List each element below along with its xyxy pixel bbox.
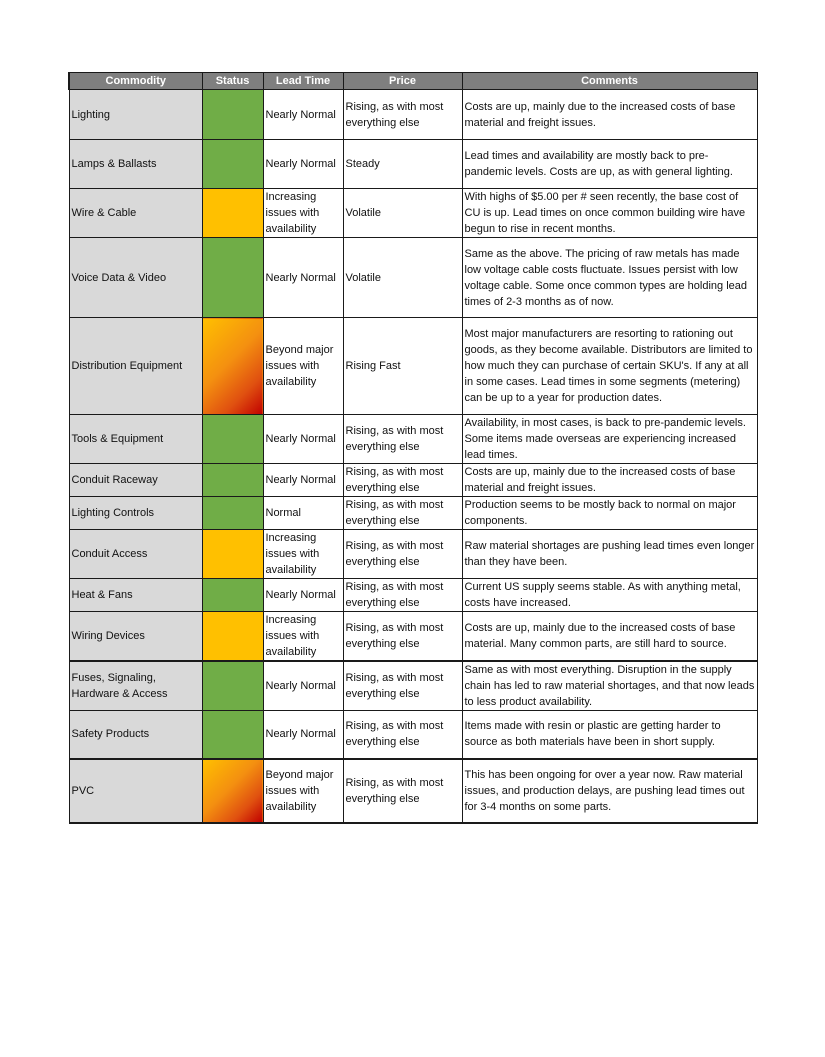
status-indicator bbox=[202, 530, 263, 579]
comments-cell: Same as with most everything. Disruption in the supply chain has led to raw material shortages, and that now leads to less product availability. bbox=[462, 661, 757, 711]
table-row bbox=[69, 238, 757, 318]
table-row bbox=[69, 415, 757, 464]
comments-cell: Costs are up, mainly due to the increased costs of base material and freight issues. bbox=[462, 464, 757, 497]
table-row bbox=[69, 90, 757, 140]
status-indicator bbox=[202, 759, 263, 823]
table-row bbox=[69, 464, 757, 497]
table-row bbox=[69, 612, 757, 662]
table-row bbox=[69, 579, 757, 612]
lead-time-cell: Normal bbox=[263, 497, 343, 530]
table-row bbox=[69, 497, 757, 530]
commodity-cell: Wire & Cable bbox=[69, 189, 202, 238]
lead-time-cell: Nearly Normal bbox=[263, 140, 343, 189]
lead-time-cell: Nearly Normal bbox=[263, 415, 343, 464]
status-indicator bbox=[202, 612, 263, 662]
price-cell: Rising, as with most everything else bbox=[343, 497, 462, 530]
comments-cell: Items made with resin or plastic are getting harder to source as both materials have been in short supply. bbox=[462, 711, 757, 759]
table-row bbox=[69, 318, 757, 415]
price-cell: Rising, as with most everything else bbox=[343, 711, 462, 759]
status-indicator bbox=[202, 415, 263, 464]
comments-cell: Most major manufacturers are resorting to rationing out goods, as they become available. Distributors are limited to how much they can purchase of certain SKU's. If any at all in some cases. Lead times in some segments (metering) can be up to a year for production dates. bbox=[462, 318, 757, 415]
header-commodity: Commodity bbox=[69, 73, 202, 90]
status-indicator bbox=[202, 90, 263, 140]
lead-time-cell: Nearly Normal bbox=[263, 90, 343, 140]
status-indicator bbox=[202, 711, 263, 759]
comments-cell: Costs are up, mainly due to the increased costs of base material and freight issues. bbox=[462, 90, 757, 140]
price-cell: Rising, as with most everything else bbox=[343, 661, 462, 711]
commodity-cell: Conduit Access bbox=[69, 530, 202, 579]
table-row bbox=[69, 711, 757, 759]
lead-time-cell: Nearly Normal bbox=[263, 711, 343, 759]
commodity-status-table bbox=[68, 72, 758, 824]
commodity-cell: Lighting Controls bbox=[69, 497, 202, 530]
lead-time-cell: Nearly Normal bbox=[263, 661, 343, 711]
commodity-cell: Lamps & Ballasts bbox=[69, 140, 202, 189]
status-indicator bbox=[202, 464, 263, 497]
price-cell: Rising, as with most everything else bbox=[343, 579, 462, 612]
table-row bbox=[69, 189, 757, 238]
commodity-cell: Tools & Equipment bbox=[69, 415, 202, 464]
status-indicator bbox=[202, 661, 263, 711]
price-cell: Rising, as with most everything else bbox=[343, 415, 462, 464]
comments-cell: Lead times and availability are mostly back to pre-pandemic levels. Costs are up, as with general lighting. bbox=[462, 140, 757, 189]
commodity-cell: Lighting bbox=[69, 90, 202, 140]
status-indicator bbox=[202, 579, 263, 612]
table-row bbox=[69, 661, 757, 711]
price-cell: Rising, as with most everything else bbox=[343, 612, 462, 662]
commodity-cell: Fuses, Signaling, Hardware & Access bbox=[69, 661, 202, 711]
status-indicator bbox=[202, 140, 263, 189]
status-indicator bbox=[202, 238, 263, 318]
commodity-cell: PVC bbox=[69, 759, 202, 823]
lead-time-cell: Beyond major issues with availability bbox=[263, 318, 343, 415]
comments-cell: Current US supply seems stable. As with anything metal, costs have increased. bbox=[462, 579, 757, 612]
price-cell: Rising Fast bbox=[343, 318, 462, 415]
price-cell: Rising, as with most everything else bbox=[343, 90, 462, 140]
comments-cell: Production seems to be mostly back to normal on major components. bbox=[462, 497, 757, 530]
header-price: Price bbox=[343, 73, 462, 90]
price-cell: Volatile bbox=[343, 189, 462, 238]
table-row bbox=[69, 759, 757, 823]
comments-cell: Availability, in most cases, is back to pre-pandemic levels. Some items made overseas are experiencing increased lead times. bbox=[462, 415, 757, 464]
commodity-cell: Voice Data & Video bbox=[69, 238, 202, 318]
price-cell: Rising, as with most everything else bbox=[343, 464, 462, 497]
commodity-cell: Heat & Fans bbox=[69, 579, 202, 612]
status-indicator bbox=[202, 189, 263, 238]
lead-time-cell: Increasing issues with availability bbox=[263, 612, 343, 662]
table-row bbox=[69, 140, 757, 189]
table-row bbox=[69, 530, 757, 579]
lead-time-cell: Increasing issues with availability bbox=[263, 530, 343, 579]
lead-time-cell: Nearly Normal bbox=[263, 464, 343, 497]
lead-time-cell: Beyond major issues with availability bbox=[263, 759, 343, 823]
table-header-row bbox=[69, 73, 757, 90]
comments-cell: Costs are up, mainly due to the increased costs of base material. Many common parts, are still hard to source. bbox=[462, 612, 757, 662]
header-comments: Comments bbox=[462, 73, 757, 90]
comments-cell: Raw material shortages are pushing lead times even longer than they have been. bbox=[462, 530, 757, 579]
price-cell: Rising, as with most everything else bbox=[343, 759, 462, 823]
status-indicator bbox=[202, 497, 263, 530]
header-status: Status bbox=[202, 73, 263, 90]
header-lead-time: Lead Time bbox=[263, 73, 343, 90]
commodity-cell: Safety Products bbox=[69, 711, 202, 759]
comments-cell: Same as the above. The pricing of raw metals has made low voltage cable costs fluctuate. Issues persist with low voltage cable. Some once common types are holding lead times of 2-3 months as of now. bbox=[462, 238, 757, 318]
price-cell: Rising, as with most everything else bbox=[343, 530, 462, 579]
price-cell: Steady bbox=[343, 140, 462, 189]
comments-cell: With highs of $5.00 per # seen recently, the base cost of CU is up. Lead times on once common building wire have begun to rise in recent months. bbox=[462, 189, 757, 238]
lead-time-cell: Nearly Normal bbox=[263, 579, 343, 612]
commodity-cell: Distribution Equipment bbox=[69, 318, 202, 415]
commodity-cell: Conduit Raceway bbox=[69, 464, 202, 497]
comments-cell: This has been ongoing for over a year now. Raw material issues, and production delays, are pushing lead times out for 3-4 months on some parts. bbox=[462, 759, 757, 823]
commodity-cell: Wiring Devices bbox=[69, 612, 202, 662]
status-indicator bbox=[202, 318, 263, 415]
lead-time-cell: Nearly Normal bbox=[263, 238, 343, 318]
lead-time-cell: Increasing issues with availability bbox=[263, 189, 343, 238]
price-cell: Volatile bbox=[343, 238, 462, 318]
